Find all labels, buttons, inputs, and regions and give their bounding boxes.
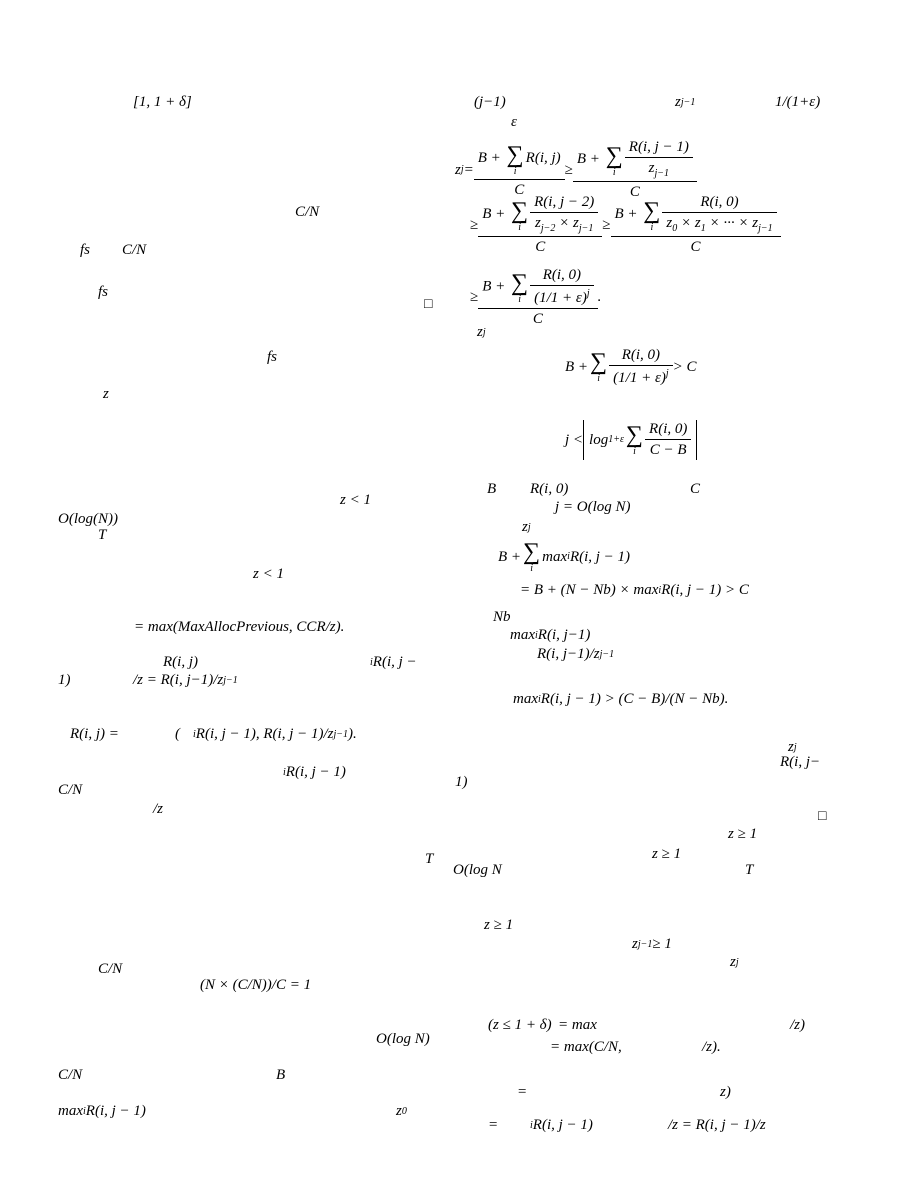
math-subscript: i (530, 1119, 533, 1131)
math-subscript: 1 (700, 223, 706, 234)
math-fragment (455, 775, 468, 790)
math-subscript: j−1 (680, 96, 696, 108)
math-text: /z). (702, 1039, 721, 1055)
math-subscript: j−1 (599, 648, 615, 660)
math-fragment (488, 1118, 498, 1133)
math-fraction (532, 195, 596, 234)
summation-symbol (523, 540, 540, 574)
math-fragment (58, 673, 71, 688)
math-text: max (513, 691, 538, 707)
math-text: R(i, j − 1) (569, 548, 631, 565)
summation-index: i (513, 165, 517, 177)
math-text: C (690, 481, 701, 497)
math-text: B + (565, 358, 589, 375)
math-text: [1, 1 + δ] (133, 94, 192, 110)
math-text: z (632, 936, 638, 952)
math-fragment (283, 765, 346, 780)
math-fraction (476, 143, 563, 198)
math-fragment (513, 692, 728, 707)
math-subscript: i (193, 728, 196, 740)
math-subscript: 0 (672, 223, 678, 234)
math-fraction (575, 140, 695, 200)
math-text: > C (672, 358, 697, 375)
math-subscript: j−1 (758, 223, 773, 234)
sigma-icon: ∑ (506, 141, 524, 168)
math-fragment (133, 673, 238, 688)
fraction-denominator (609, 365, 672, 386)
summation-index: i (530, 563, 533, 574)
math-text: T (425, 851, 434, 867)
math-text: R(i, j − 1) > C (661, 582, 749, 598)
fraction-denominator (611, 236, 781, 255)
math-text: = (517, 1084, 528, 1100)
math-fragment (788, 740, 797, 755)
math-fragment (276, 1068, 285, 1083)
math-subscript: i (370, 656, 373, 668)
math-text: R(i, j − (372, 654, 417, 670)
math-fraction (480, 268, 595, 327)
math-subscript: j−2 (540, 223, 556, 234)
math-fragment (498, 540, 630, 574)
math-fragment (253, 567, 284, 582)
fraction-numerator (620, 348, 662, 365)
math-text: R(i, j − 1) (285, 764, 346, 780)
math-fraction (613, 195, 779, 255)
math-subscript: j−1 (637, 938, 653, 950)
math-text: C (535, 239, 546, 255)
math-text: C/N (122, 242, 147, 258)
math-text: B + (477, 149, 505, 166)
math-text: z) (720, 1084, 731, 1100)
math-subscript: i (535, 629, 538, 641)
math-text: R(i, j − 1) (532, 1117, 593, 1133)
math-subscript: j (527, 521, 531, 533)
math-fragment (193, 727, 357, 742)
math-fraction (627, 140, 691, 179)
math-fragment (487, 482, 496, 497)
math-fragment (477, 325, 486, 340)
math-fraction (647, 422, 689, 458)
math-text: = max(MaxAllocPrevious, CCR/z). (134, 619, 345, 635)
math-text: . (597, 289, 602, 305)
summation-index: i (597, 373, 600, 384)
math-text: /z) (790, 1017, 805, 1033)
math-text: R(i, j − 1) > (C − B)/(N − Nb). (540, 691, 729, 707)
math-text: O(log N) (376, 1031, 430, 1047)
math-subscript: 1+ε (608, 434, 624, 445)
math-text: /z = R(i, j − 1)/z (668, 1117, 766, 1133)
math-fragment (58, 1068, 82, 1083)
math-text: 1) (58, 672, 71, 688)
math-text: z (648, 160, 655, 176)
fraction-numerator (575, 140, 695, 181)
math-fragment (745, 863, 753, 878)
math-fragment (522, 520, 531, 535)
math-text: = (488, 1117, 499, 1133)
math-text: z (522, 519, 528, 535)
math-fraction (480, 195, 600, 255)
math-text: z (788, 739, 794, 755)
math-fragment (424, 298, 432, 312)
math-text: B (487, 481, 497, 497)
math-fragment (780, 755, 820, 770)
fraction-denominator (530, 212, 598, 234)
math-fragment (200, 978, 311, 993)
math-text: ≥ (564, 161, 573, 178)
summation-symbol (643, 199, 660, 233)
fraction-denominator (530, 285, 593, 306)
fraction-denominator (478, 236, 602, 255)
math-text: z (396, 1103, 402, 1119)
math-text: (N × (C/N))/C = 1 (200, 977, 312, 993)
math-fragment (98, 528, 106, 543)
math-text: × ··· × z (705, 215, 759, 231)
math-text: z (666, 215, 673, 231)
math-text: (j−1) (474, 94, 506, 110)
math-text: T (98, 527, 107, 543)
math-text: z ≥ 1 (484, 917, 514, 933)
math-text: = (463, 161, 474, 178)
math-fragment (675, 95, 695, 110)
math-fragment (376, 1032, 430, 1047)
fraction-denominator (625, 157, 693, 179)
math-subscript: j (460, 164, 464, 175)
math-fragment (470, 268, 601, 327)
math-fraction (664, 195, 774, 234)
fraction-denominator (662, 212, 776, 234)
math-text: R(i, j) (525, 149, 561, 166)
math-fragment (530, 482, 568, 497)
math-fragment (652, 847, 681, 862)
fraction-numerator (647, 422, 689, 439)
math-fragment (98, 962, 122, 977)
math-text: ). (348, 726, 357, 742)
fraction-numerator (627, 140, 691, 157)
math-text: × z (555, 215, 579, 231)
math-fragment (133, 95, 192, 110)
math-fragment (98, 285, 108, 300)
summation-symbol (511, 271, 528, 305)
math-text: z < 1 (253, 566, 284, 582)
math-text: ≥ (470, 289, 479, 305)
math-text: C (629, 184, 640, 200)
math-fragment (565, 348, 697, 386)
math-text: R(i, 0) (649, 421, 688, 437)
math-text: C (514, 181, 525, 198)
math-text: B (276, 1067, 286, 1083)
math-text: z (477, 324, 483, 340)
math-subscript: j (793, 741, 797, 753)
math-fragment (122, 243, 146, 258)
math-fragment (565, 420, 697, 460)
math-text: C/N (58, 1067, 83, 1083)
math-fragment (295, 205, 319, 220)
math-subscript: j (735, 956, 739, 968)
math-fraction (532, 268, 591, 306)
math-text: ≥ (470, 216, 479, 233)
math-subscript: j−1 (654, 168, 670, 179)
math-fragment (267, 350, 277, 365)
math-text: R(i, j − 2) (534, 194, 595, 210)
math-fragment (488, 1018, 552, 1033)
math-fragment (775, 95, 820, 110)
math-text: (1/1 + ε) (613, 370, 666, 386)
math-text: B + (576, 150, 604, 167)
math-fragment (103, 387, 109, 402)
sigma-icon: ∑ (523, 539, 541, 565)
math-fragment (370, 655, 417, 670)
math-text: z (535, 215, 541, 231)
sigma-icon: ∑ (605, 142, 623, 169)
math-text: z (675, 94, 681, 110)
math-text: z (730, 954, 736, 970)
math-superscript: j (665, 368, 669, 379)
math-fragment (632, 937, 672, 952)
summation-index: i (650, 221, 654, 233)
math-subscript: i (538, 693, 541, 705)
math-text: fs (98, 284, 109, 300)
summation-index: i (518, 221, 521, 233)
summation-index: i (633, 446, 636, 457)
math-text: Nb (493, 609, 511, 625)
math-text: 1/(1+ε) (775, 94, 821, 110)
math-text: = max(C/N, (550, 1039, 622, 1055)
math-fragment (668, 1118, 766, 1133)
math-text: × z (677, 215, 701, 231)
math-text: C/N (295, 204, 320, 220)
math-fragment (453, 863, 502, 878)
math-fragment (558, 1018, 597, 1033)
math-text: C (532, 311, 543, 327)
math-fragment (58, 783, 82, 798)
fraction-denominator (478, 308, 597, 327)
math-text: B + (614, 205, 642, 222)
math-fragment (80, 243, 90, 258)
math-subscript: i (658, 584, 662, 596)
summation-symbol (626, 423, 643, 457)
summation-index: i (518, 294, 521, 306)
math-text: ≥ (602, 216, 611, 233)
summation-symbol (590, 350, 607, 384)
math-text: max (510, 627, 535, 643)
math-text: max (58, 1103, 83, 1119)
math-text: z ≥ 1 (728, 826, 758, 842)
math-fragment (511, 115, 517, 130)
math-subscript: j−1 (333, 728, 349, 740)
math-fragment (555, 500, 631, 515)
sigma-icon: ∑ (511, 270, 529, 297)
math-text: max (542, 548, 568, 565)
math-fragment (493, 610, 511, 625)
math-fragment (517, 1085, 527, 1100)
math-text: R(i, j − 1) (628, 139, 689, 155)
math-fragment (720, 1085, 731, 1100)
math-text: T (745, 862, 754, 878)
math-text: /z (153, 801, 164, 817)
math-text: O(log N (453, 862, 502, 878)
math-text: R(i, 0) (542, 267, 582, 283)
sigma-icon: ∑ (590, 349, 608, 375)
math-text: /z = R(i, j−1)/z (133, 672, 224, 688)
math-text: = B + (N − Nb) × max (520, 582, 659, 598)
math-text: R(i, j−1)/z (537, 646, 600, 662)
math-subscript: 0 (401, 1105, 407, 1117)
math-fragment (175, 727, 180, 742)
math-fragment (474, 95, 506, 110)
math-text: R(i, 0) (621, 347, 661, 363)
math-fragment (58, 1104, 146, 1119)
math-text: fs (267, 349, 278, 365)
math-text: C/N (58, 782, 83, 798)
math-text: B + (482, 278, 510, 295)
sigma-icon: ∑ (625, 422, 644, 448)
math-text: C/N (98, 961, 123, 977)
math-text: log (589, 431, 609, 448)
summation-symbol (511, 199, 528, 233)
math-fragment (396, 1104, 407, 1119)
math-subscript: j (482, 326, 486, 338)
math-subscript: j−1 (223, 674, 238, 686)
math-text: R(i, j− (780, 754, 821, 770)
math-fragment (163, 655, 198, 670)
math-subscript: j−1 (578, 223, 594, 234)
math-text: R(i, 0) (530, 481, 569, 497)
math-text: C − B (649, 442, 687, 458)
math-text: z ≥ 1 (652, 846, 682, 862)
math-fragment (520, 583, 749, 598)
math-text: R(i, j − 1) (85, 1103, 146, 1119)
math-fragment (728, 827, 757, 842)
math-text: (1/1 + ε) (534, 290, 587, 306)
summation-symbol (507, 143, 524, 177)
math-fragment (790, 1018, 805, 1033)
math-text: fs (80, 242, 91, 258)
math-fragment (537, 647, 614, 662)
fraction-numerator (532, 195, 596, 212)
math-text: ≥ 1 (652, 936, 672, 952)
math-fragment (550, 1040, 622, 1055)
fraction-numerator (476, 143, 563, 179)
math-text: C (690, 239, 701, 255)
absolute-value (583, 420, 697, 460)
sigma-icon: ∑ (643, 197, 661, 224)
math-text: R(i, j − 1), R(i, j − 1)/z (195, 726, 334, 742)
math-fragment (153, 802, 163, 817)
math-text: O(log(N)) (58, 511, 118, 527)
math-text: (z ≤ 1 + δ) (488, 1017, 552, 1033)
math-fragment (530, 1118, 593, 1133)
math-subscript: i (567, 551, 570, 562)
math-fragment (340, 493, 371, 508)
math-text: z (103, 386, 109, 402)
math-fragment (70, 727, 119, 742)
fraction-denominator (645, 439, 691, 458)
math-superscript: j (586, 288, 590, 299)
math-text: 1) (455, 774, 468, 790)
math-fragment (455, 140, 697, 200)
math-text: z (455, 161, 461, 178)
math-fragment (690, 482, 700, 497)
math-text: R(i, j−1) (537, 627, 591, 643)
math-text: ( (175, 726, 180, 742)
summation-index: i (612, 166, 616, 178)
math-text: B + (482, 205, 510, 222)
math-text: R(i, j) = (70, 726, 119, 742)
math-fragment (730, 955, 739, 970)
math-text: j = O(log N) (555, 499, 631, 515)
math-text: R(i, 0) (700, 194, 739, 210)
fraction-numerator (613, 195, 779, 236)
math-text: = max (558, 1017, 597, 1033)
qed-square-icon: □ (424, 297, 433, 312)
math-fraction (611, 348, 670, 386)
math-fragment (702, 1040, 721, 1055)
fraction-numerator (698, 195, 740, 212)
math-text: j < (565, 431, 584, 448)
math-fragment (510, 628, 590, 643)
qed-square-icon: □ (818, 809, 827, 824)
math-fragment (425, 852, 433, 867)
fraction-numerator (541, 268, 583, 285)
math-text: R(i, j) (163, 654, 198, 670)
math-subscript: i (283, 766, 286, 778)
sigma-icon: ∑ (511, 197, 529, 224)
math-fragment (484, 918, 513, 933)
math-text: ε (511, 114, 517, 130)
math-fragment (818, 810, 826, 824)
math-fragment (58, 512, 118, 527)
fraction-numerator (480, 195, 600, 236)
math-fragment (134, 620, 344, 635)
math-text: B + (498, 548, 522, 565)
summation-symbol (606, 144, 623, 178)
math-fragment (470, 195, 781, 255)
math-subscript: i (83, 1105, 86, 1117)
fraction-numerator (480, 268, 595, 308)
math-text: z < 1 (340, 492, 371, 508)
